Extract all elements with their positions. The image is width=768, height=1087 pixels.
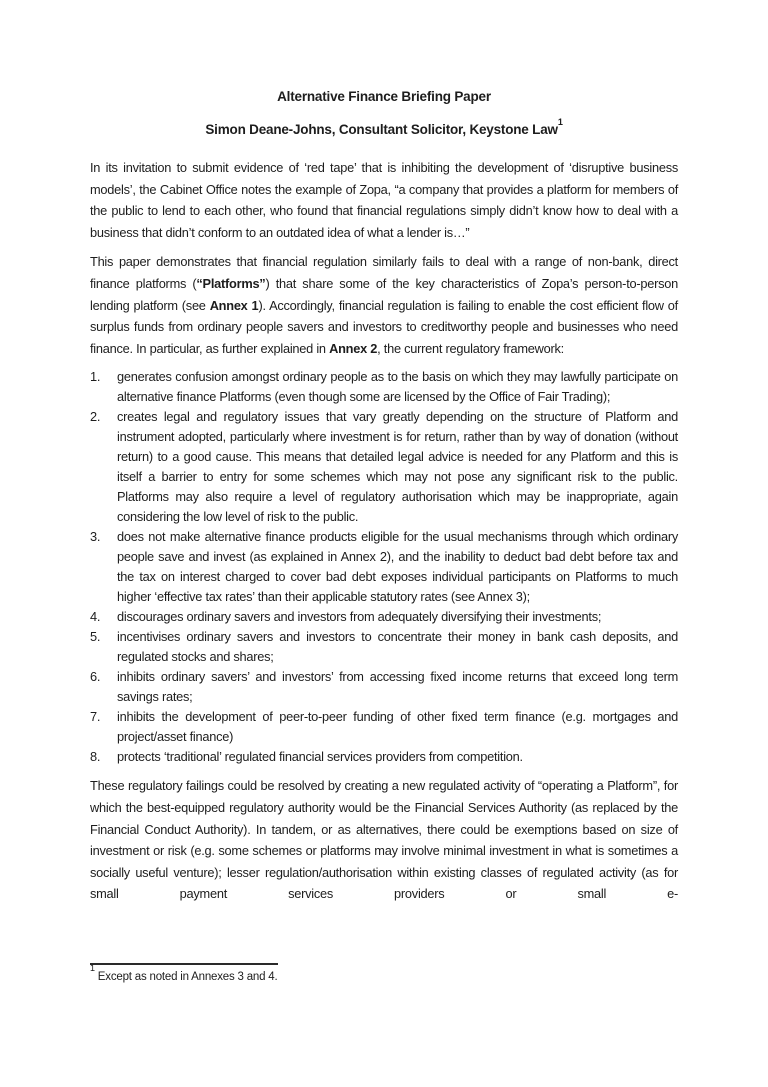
document-title: Alternative Finance Briefing Paper [277, 89, 491, 104]
list-item [90, 667, 678, 707]
list-item-number: 4. [90, 609, 101, 625]
conclusion-paragraph: These regulatory failings could be resolved by creating a new regulated activity of “operating a Platform”, for which the best-equipped regulatory authority would be the Financial Services Authority (as replaced by the Financial Conduct Authority). In tandem, or as alternatives, there could be exemptions based on size of investment or risk (e.g. some schemes or platforms may involve minimal investment in what is sometimes a socially useful venture); lesser regulation/authorisation within existing classes of regulated activity (as for small payment services providers or small e- [90, 778, 678, 902]
list-item [90, 747, 678, 767]
document-author [90, 116, 678, 140]
list-item-text: creates legal and regulatory issues that vary greatly depending on the structure of Platform and instrument adopted, particularly where investment is for return, rather than by way of donation (without return) to a good cause. This means that detailed legal advice is needed for any Platform and this is itself a barrier to entry for some schemes which may not pose any significant risk to the public. Platforms may also require a level of regulatory authorisation which may be inappropriate, again considering the low level of risk to the public. [117, 409, 678, 525]
list-item-text: discourages ordinary savers and investors from adequately diversifying their investments; [117, 609, 602, 625]
footnote-text: Except as noted in Annexes 3 and 4. [94, 971, 278, 983]
footnote [90, 963, 678, 985]
list-item [90, 607, 678, 627]
list-item-number: 6. [90, 669, 101, 685]
list-item-number: 5. [90, 629, 101, 645]
list-item-text: inhibits the development of peer-to-peer funding of other fixed term finance (e.g. mortgages and project/asset finance) [117, 709, 678, 745]
list-item-text: protects ‘traditional’ regulated financial services providers from competition. [117, 749, 523, 765]
list-item-number: 2. [90, 409, 101, 425]
list-item-number: 1. [90, 369, 101, 385]
list-item-text: incentivises ordinary savers and investors to concentrate their money in bank cash deposits, and regulated stocks and shares; [117, 629, 678, 665]
list-item [90, 527, 678, 607]
intro-paragraph: In its invitation to submit evidence of ‘red tape’ that is inhibiting the development of ‘disruptive business models’, the Cabinet Office notes the example of Zopa, “a company that provides a platform for members of the public to lend to each other, who found that financial regulations simply didn’t know how to deal with a business that didn’t conform to an outdated idea of what a lender is…” [90, 160, 678, 240]
list-item [90, 367, 678, 407]
list-item-text: inhibits ordinary savers’ and investors’ from accessing fixed income returns that exceed long term savings rates; [117, 669, 678, 705]
author-footnote-ref: 1 [557, 116, 563, 127]
overview-paragraph: This paper demonstrates that financial regulation similarly fails to deal with a range of non-bank, direct finance platforms (“Platforms”) that share some of the key characteristics of Zopa’s person-to-person lending platform (see Annex 1). Accordingly, financial regulation is failing to enable the cost efficient flow of surplus funds from ordinary people savers and investors to creditworthy people and businesses who need finance. In particular, as further explained in Annex 2, the current regulatory framework: [90, 254, 679, 356]
author-name: Simon Deane-Johns, Consultant Solicitor, Keystone Law [205, 122, 558, 137]
list-item [90, 407, 678, 527]
list-item [90, 627, 678, 667]
list-item [90, 707, 678, 747]
list-item-text: generates confusion amongst ordinary people as to the basis on which they may lawfully participate on alternative finance Platforms (even though some are licensed by the Office of Fair Trading); [117, 369, 678, 405]
footnote-area [90, 963, 678, 985]
footnote-divider [90, 963, 278, 965]
list-item-number: 7. [90, 709, 101, 725]
list-item-number: 3. [90, 529, 101, 545]
list-item-number: 8. [90, 749, 101, 765]
numbered-list [90, 367, 678, 767]
footnote-marker: 1 [90, 963, 95, 974]
list-item-text: does not make alternative finance products eligible for the usual mechanisms through which ordinary people save and invest (as explained in Annex 2), and the inability to deduct bad debt before tax and the tax on interest charged to cover bad debt exposes individual participants on Platforms to much higher ‘effective tax rates’ than their applicable statutory rates (see Annex 3); [117, 529, 678, 605]
